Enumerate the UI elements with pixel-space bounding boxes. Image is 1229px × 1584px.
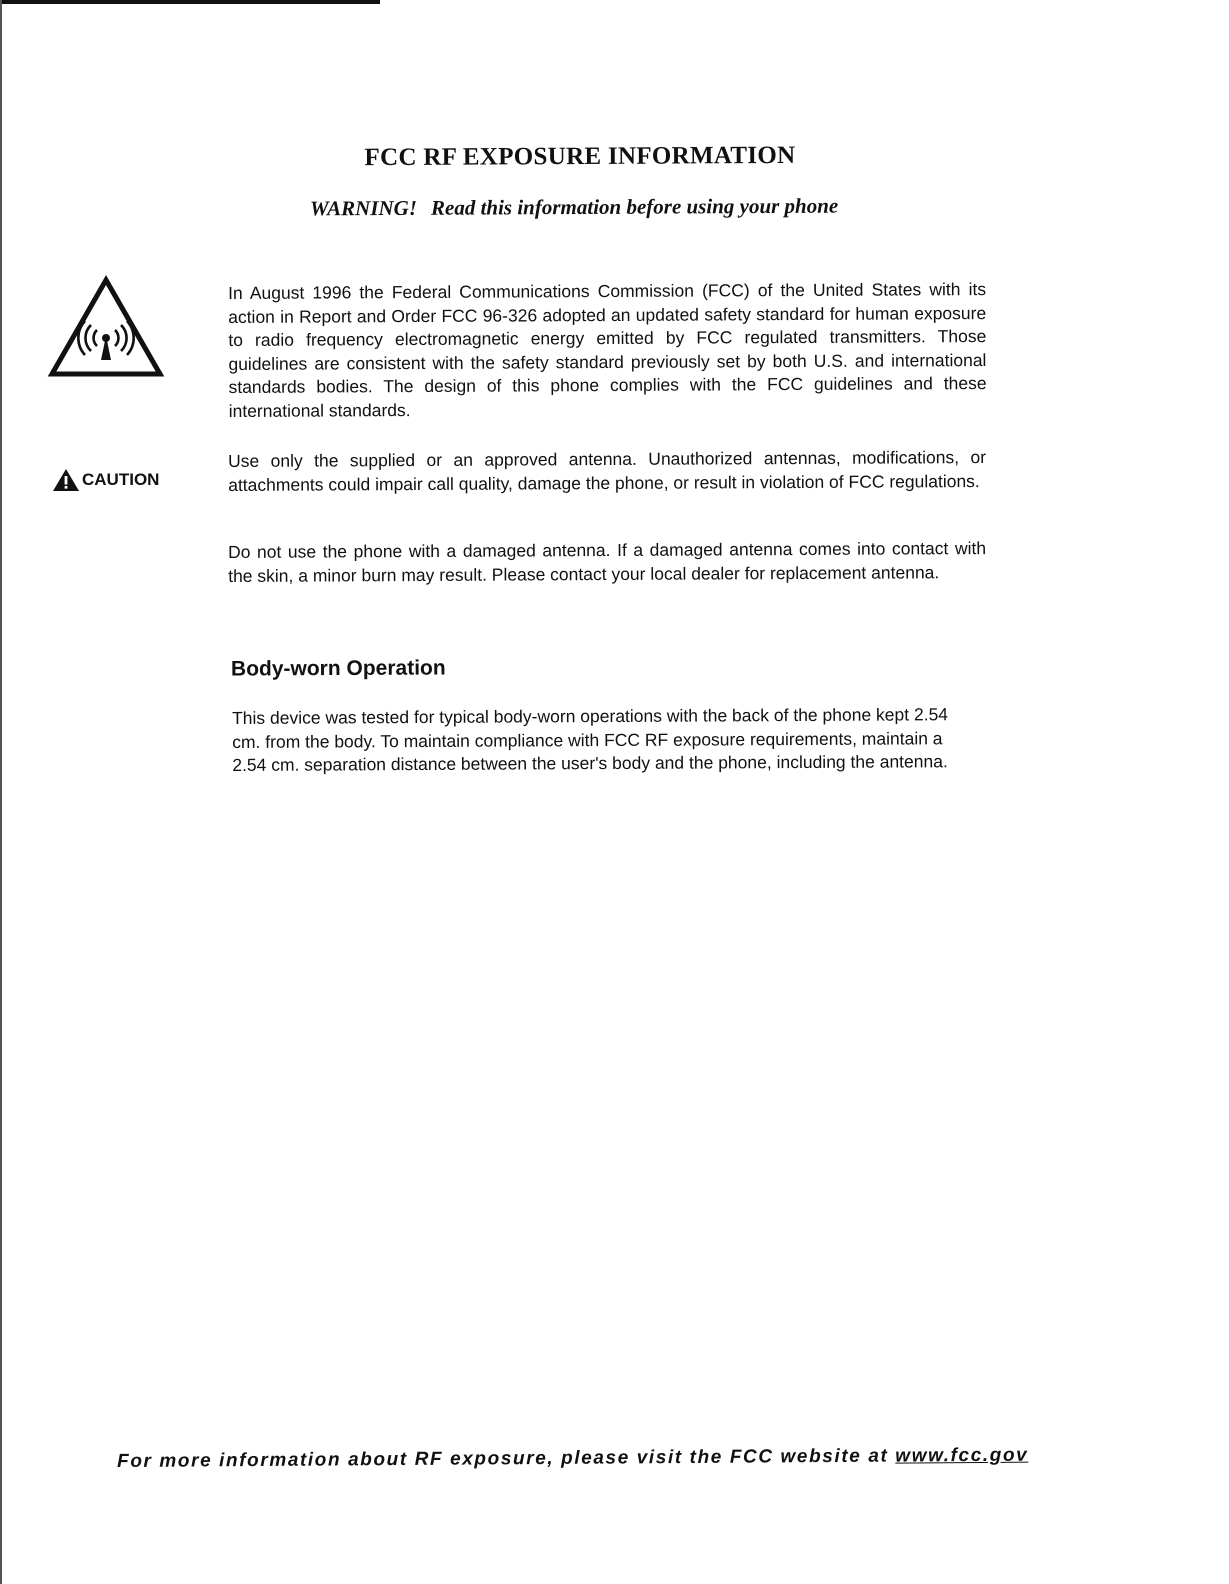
section-heading-body-worn: Body-worn Operation — [230, 656, 446, 681]
warning-text: Read this information before using your phone — [430, 193, 839, 220]
caution-label-group — [52, 468, 159, 492]
footer-text: For more information about RF exposure, please visit the FCC website at — [117, 1445, 896, 1472]
scan-edge-top — [0, 0, 380, 4]
warning-label: WARNING! — [309, 195, 418, 221]
caution-triangle-icon — [52, 468, 82, 492]
paragraph-body-worn: This device was tested for typical body-worn operations with the back of the phone kept 2.54 cm. from the body. To maintain compliance with FCC RF exposure requirements, maintain a 2.54 cm. separation distance between the user's body and the phone, including the antenna. — [232, 704, 949, 775]
warning-line — [310, 194, 838, 222]
paragraph-damaged-antenna: Do not use the phone with a damaged antenna. If a damaged antenna comes into contact with the skin, a minor burn may result. Please contact your local dealer for replacement antenna. — [228, 538, 987, 586]
scan-edge-left — [0, 0, 2, 1584]
paragraph-antenna-caution: Use only the supplied or an approved antenna. Unauthorized antennas, modifications, or attachments could impair call quality, damage the phone, or result in violation of FCC regulations. — [228, 447, 987, 495]
page-title: FCC RF EXPOSURE INFORMATION — [364, 141, 796, 172]
fcc-website-link[interactable]: www.fcc.gov — [895, 1444, 1029, 1467]
caution-label: CAUTION — [82, 470, 160, 489]
footer-note — [117, 1445, 1028, 1473]
rf-radiation-warning-icon — [46, 274, 166, 380]
paragraph-fcc-standard: In August 1996 the Federal Communications Commission (FCC) of the United States with its action in Report and Order FCC 96-326 adopted an updated safety standard for human exposure to radio frequency electromagnetic energy emitted by FCC regulated transmitters. Those guidelines are consistent with the safety standard previously set by both U.S. and international standards bodies. The design of this phone complies with the FCC guidelines and these international standards. — [228, 279, 987, 421]
